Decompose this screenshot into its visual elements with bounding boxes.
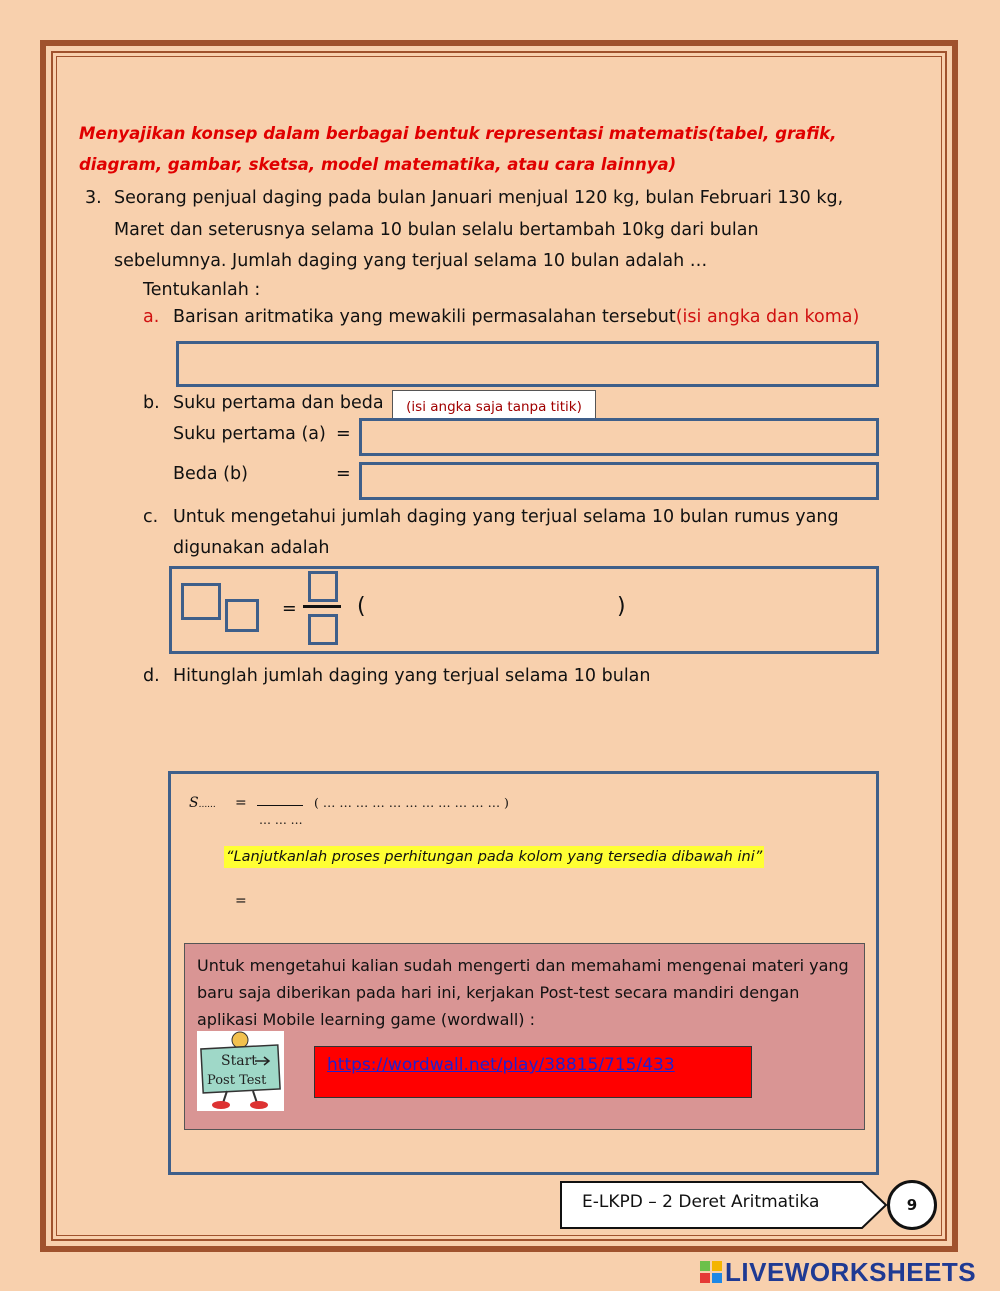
page-number: 9 <box>887 1180 937 1230</box>
liveworksheets-logo-icon <box>700 1261 722 1283</box>
question-number: 3. <box>85 188 102 208</box>
formula-n-input[interactable] <box>225 599 259 632</box>
posttest-box <box>184 943 865 1130</box>
work-s-sub: ...... <box>198 800 216 810</box>
beda-eq: = <box>336 464 351 484</box>
work-eq2: = <box>235 893 247 909</box>
work-answer-input[interactable] <box>255 885 855 925</box>
work-s <box>189 795 216 811</box>
part-b-text: Suku pertama dan beda <box>173 393 384 413</box>
part-a-hint: (isi angka dan koma) <box>675 307 860 327</box>
part-b-marker: b. <box>143 393 160 413</box>
work-eq: = <box>235 795 247 811</box>
part-a-marker: a. <box>143 307 160 327</box>
beda-input[interactable] <box>359 462 879 500</box>
section-heading: Menyajikan konsep dalam berbagai bentuk representasi matematis(tabel, grafik, diagram, gambar, sketsa, model matematika, atau cara lainnya) <box>79 124 837 174</box>
work-paren: ( … … … … … … … … … … … ) <box>314 795 509 810</box>
part-d-marker: d. <box>143 666 160 686</box>
formula-open-paren: ( <box>357 594 366 619</box>
posttest-link[interactable]: https://wordwall.net/play/38815/715/433 <box>327 1055 675 1075</box>
formula-eq: = <box>282 599 297 619</box>
fraction-line <box>303 605 341 608</box>
suku-pertama-label: Suku pertama (a) <box>173 424 326 444</box>
suku-pertama-input[interactable] <box>359 418 879 456</box>
work-s-letter: S <box>189 795 199 811</box>
answer-a-input[interactable] <box>176 341 879 387</box>
question-text: Seorang penjual daging pada bulan Januari menjual 120 kg, bulan Februari 130 kg, Maret dan seterusnya selama 10 bulan selalu bertambah 10kg dari bulan sebelumnya. Jumlah daging yang terjual selama 10 bulan adalah … <box>114 188 844 271</box>
beda-label: Beda (b) <box>173 464 248 484</box>
posttest-text: Untuk mengetahui kalian sudah mengerti dan memahami mengenai materi yang baru saja diberikan pada hari ini, kerjakan Post-test secara mandiri dengan aplikasi Mobile learning game (wordwall) : <box>197 956 849 1029</box>
formula-s-input[interactable] <box>181 583 221 620</box>
formula-denominator-input[interactable] <box>308 614 338 645</box>
suku-pertama-eq: = <box>336 424 351 444</box>
formula-close-paren: ) <box>617 594 626 619</box>
part-c-line2: digunakan adalah <box>173 538 330 558</box>
start-posttest-image[interactable] <box>197 1031 284 1111</box>
brand-text: LIVEWORKSHEETS <box>725 1257 977 1287</box>
part-c-line1: Untuk mengetahui jumlah daging yang terjual selama 10 bulan rumus yang <box>173 507 839 527</box>
badge-text-2: Post Test <box>207 1073 267 1088</box>
part-c-marker: c. <box>143 507 159 527</box>
work-fraction-line <box>257 805 303 806</box>
footer-label: E-LKPD – 2 Deret Aritmatika <box>582 1192 820 1212</box>
work-denominator: … … … <box>259 813 303 827</box>
formula-bracket-input[interactable] <box>375 588 613 624</box>
work-instruction: “Lanjutkanlah proses perhitungan pada kolom yang tersedia dibawah ini” <box>224 846 764 868</box>
liveworksheets-brand <box>700 1257 976 1288</box>
badge-text-1: Start <box>221 1053 257 1069</box>
tentukan-label: Tentukanlah : <box>143 280 261 300</box>
part-a-question: Barisan aritmatika yang mewakili permasalahan tersebut <box>173 307 676 327</box>
start-posttest-icon <box>197 1031 284 1111</box>
question-3 <box>85 183 845 278</box>
part-d-text: Hitunglah jumlah daging yang terjual selama 10 bulan <box>173 666 651 686</box>
part-b-hint: (isi angka saja tanpa titik) <box>392 390 596 424</box>
posttest-link-box <box>314 1046 752 1098</box>
formula-numerator-input[interactable] <box>308 571 338 602</box>
part-a-text <box>173 305 859 329</box>
